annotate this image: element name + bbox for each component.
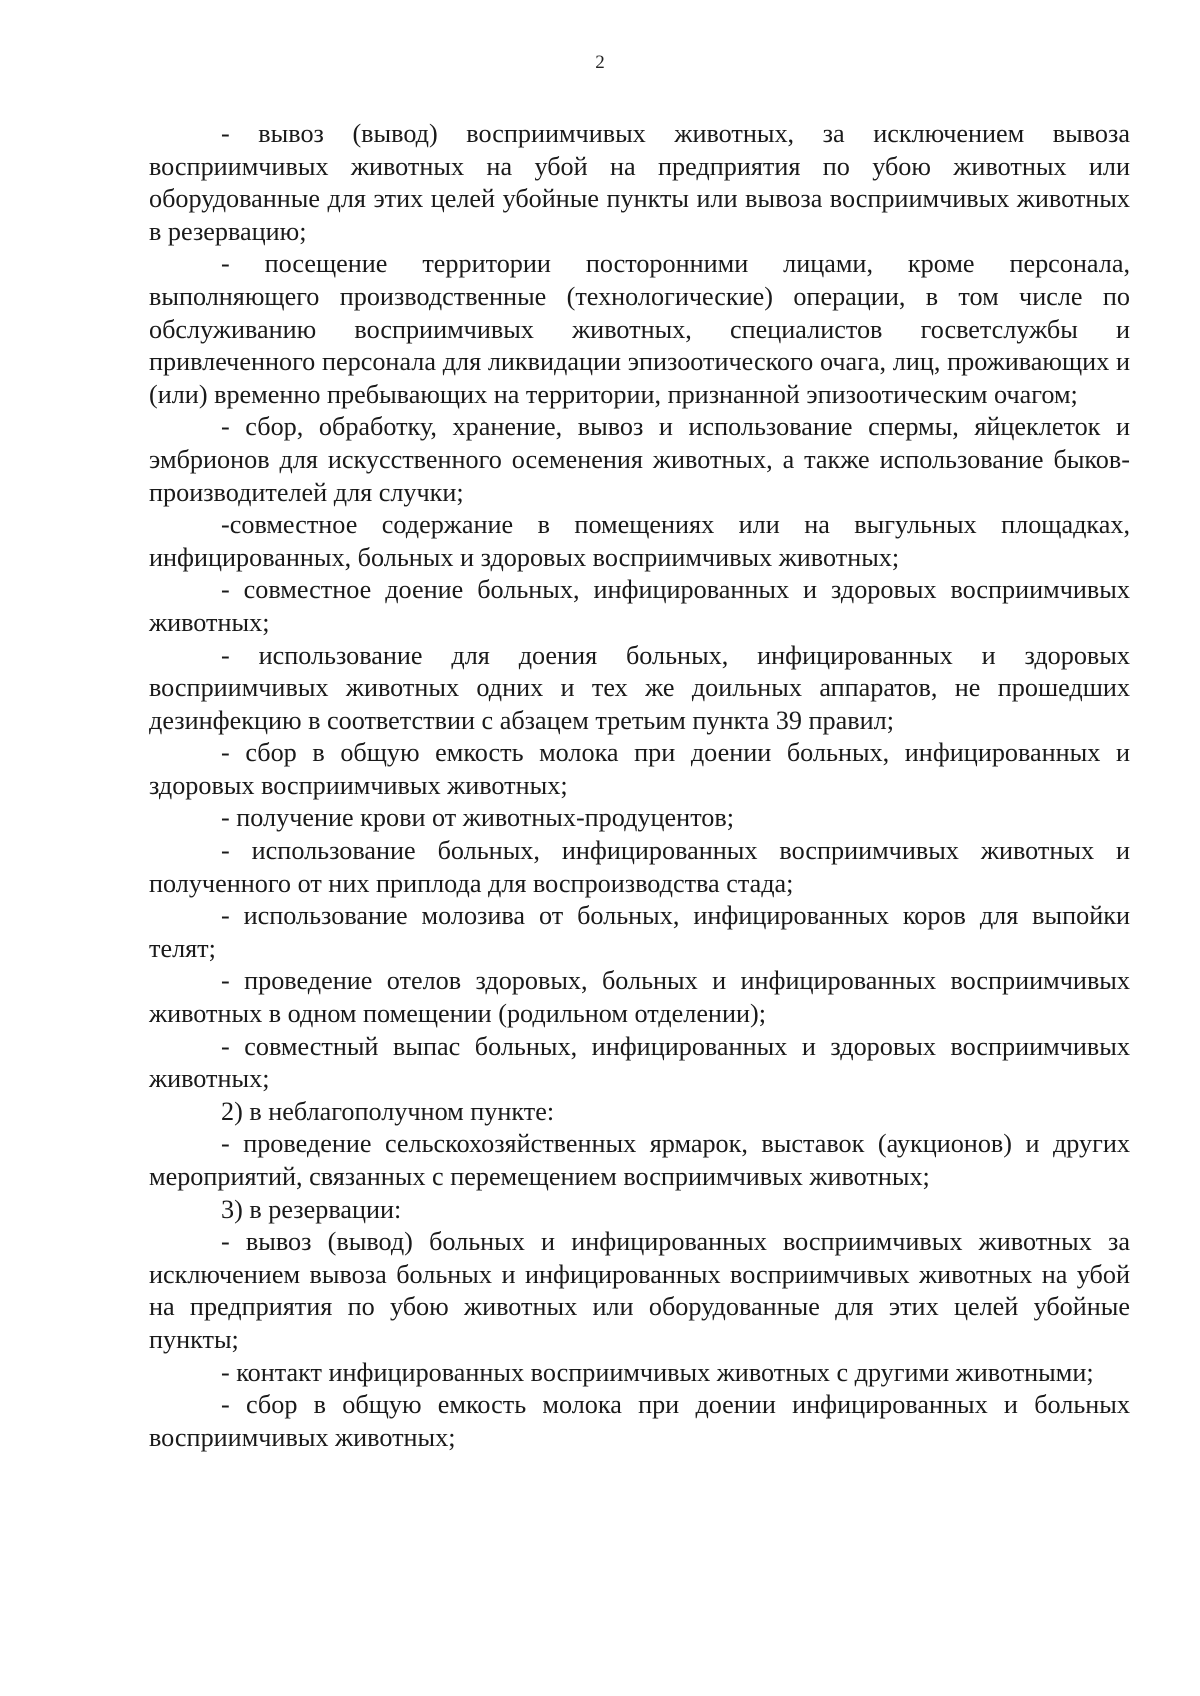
- paragraph: - посещение территории посторонними лицами, кроме персонала, выполняющего производственные (технологические) операции, в том числе по обслуживанию восприимчивых животных, специалистов госветслужбы и привлеченного персонала для ликвидации эпизоотического очага, лиц, проживающих и (или) временно пребывающих на территории, признанной эпизоотическим очагом;: [149, 249, 1130, 409]
- paragraph: - вывоз (вывод) больных и инфицированных восприимчивых животных за исключением вывоза больных и инфицированных восприимчивых животных на убой на предприятия по убою животных или оборудованные для этих целей убойные пункты;: [149, 1227, 1130, 1354]
- paragraph: - совместное доение больных, инфицированных и здоровых восприимчивых животных;: [149, 575, 1130, 637]
- paragraph: - совместный выпас больных, инфицированных и здоровых восприимчивых животных;: [149, 1031, 1130, 1094]
- paragraph: - получение крови от животных-продуцентов;: [221, 803, 735, 833]
- paragraph: - проведение сельскохозяйственных ярмарок, выставок (аукционов) и других мероприятий, связанных с перемещением восприимчивых животных;: [149, 1129, 1130, 1191]
- paragraph: - использование молозива от больных, инфицированных коров для выпойки телят;: [149, 901, 1130, 963]
- paragraph: - сбор, обработку, хранение, вывоз и использование спермы, яйцеклеток и эмбрионов для искусственного осеменения животных, а также использование быков-производителей для случки;: [149, 412, 1130, 507]
- page-number: 2: [595, 52, 605, 73]
- paragraph: - сбор в общую емкость молока при доении больных, инфицированных и здоровых восприимчивых животных;: [149, 738, 1130, 800]
- section-heading: 3) в резервации:: [221, 1194, 402, 1224]
- paragraph: - сбор в общую емкость молока при доении инфицированных и больных восприимчивых животных;: [149, 1390, 1130, 1452]
- paragraph: - проведение отелов здоровых, больных и инфицированных восприимчивых животных в одном помещении (родильном отделении);: [149, 966, 1130, 1029]
- paragraph: - вывоз (вывод) восприимчивых животных, за исключением вывоза восприимчивых животных на убой на предприятия по убою животных или оборудованные для этих целей убойные пункты или вывоза восприимчивых животных в резервацию;: [149, 119, 1130, 246]
- paragraph: -совместное содержание в помещениях или на выгульных площадках, инфицированных, больных и здоровых восприимчивых животных;: [149, 510, 1130, 572]
- paragraph: - использование для доения больных, инфицированных и здоровых восприимчивых животных одних и тех же доильных аппаратов, не прошедших дезинфекцию в соответствии с абзацем третьим пункта 39 правил;: [149, 640, 1130, 735]
- paragraph: - использование больных, инфицированных восприимчивых животных и полученного от них приплода для воспроизводства стада;: [149, 836, 1130, 898]
- section-heading: 2) в неблагополучном пункте:: [221, 1096, 555, 1126]
- paragraph: - контакт инфицированных восприимчивых животных с другими животными;: [221, 1357, 1094, 1387]
- document-body: [149, 118, 1130, 1454]
